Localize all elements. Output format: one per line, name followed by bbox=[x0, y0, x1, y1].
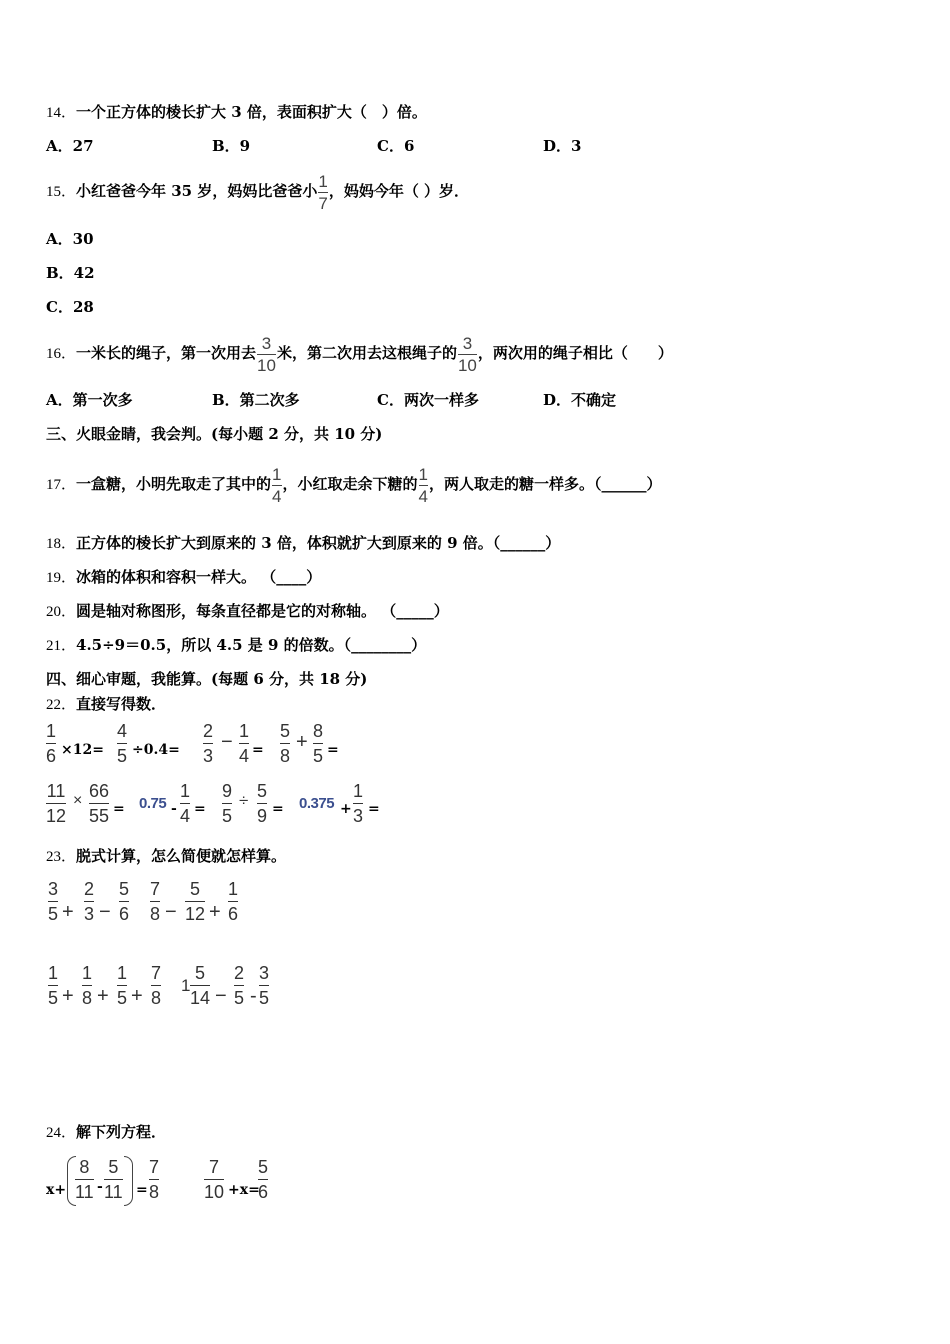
numerator: 1 bbox=[418, 464, 428, 484]
denominator: 6 bbox=[119, 904, 130, 924]
numerator: 9 bbox=[222, 781, 233, 801]
question-19 bbox=[46, 567, 321, 588]
expr-text: = bbox=[252, 742, 264, 758]
denominator: 4 bbox=[272, 486, 282, 506]
question-number: 23． bbox=[46, 849, 77, 865]
expr-text: = bbox=[136, 1182, 148, 1198]
question-text: 米，第二次用去这根绳子的 bbox=[276, 344, 457, 362]
question-text: ，两人取走的糖一样多。（______） bbox=[428, 475, 662, 493]
question-number: 18． bbox=[46, 536, 77, 552]
fraction bbox=[82, 964, 92, 1007]
fraction bbox=[46, 782, 66, 825]
denominator: 5 bbox=[48, 988, 59, 1008]
denominator: 8 bbox=[149, 1182, 160, 1202]
fraction bbox=[257, 782, 267, 825]
denominator: 12 bbox=[185, 904, 206, 924]
fraction bbox=[149, 1158, 159, 1201]
question-text: 冰箱的体积和容积一样大。 （____） bbox=[76, 568, 322, 586]
numerator: 11 bbox=[46, 781, 66, 801]
numerator: 1 bbox=[272, 464, 282, 484]
operator: + bbox=[97, 985, 109, 1007]
numerator: 7 bbox=[150, 879, 161, 899]
fraction bbox=[234, 964, 244, 1007]
fraction bbox=[228, 880, 238, 923]
denominator: 5 bbox=[259, 988, 270, 1008]
numerator: 7 bbox=[209, 1157, 220, 1177]
question-22 bbox=[46, 694, 166, 715]
question-text: 正方体的棱长扩大到原来的 3 倍，体积就扩大到原来的 9 倍。（______） bbox=[76, 534, 561, 552]
fraction bbox=[117, 964, 127, 1007]
numerator: 3 bbox=[48, 879, 59, 899]
operator: − bbox=[221, 731, 233, 753]
expr-text: ×12= bbox=[61, 742, 104, 758]
question-16 bbox=[46, 330, 673, 377]
numerator: 1 bbox=[180, 781, 191, 801]
denominator: 55 bbox=[89, 806, 110, 826]
operator: + bbox=[62, 901, 74, 923]
question-text: 一个正方体的棱长扩大 3 倍，表面积扩大（ ）倍。 bbox=[76, 103, 427, 121]
expr-text: = bbox=[272, 801, 284, 817]
denominator: 14 bbox=[190, 988, 211, 1008]
question-text: 直接写得数． bbox=[76, 695, 167, 713]
denominator: 10 bbox=[457, 355, 477, 375]
fraction bbox=[280, 722, 290, 765]
fraction bbox=[204, 1158, 224, 1201]
fraction bbox=[117, 722, 127, 765]
fraction bbox=[151, 964, 161, 1007]
numerator: 5 bbox=[195, 963, 206, 983]
fraction bbox=[48, 880, 58, 923]
q15-option-c[interactable]: C．28 bbox=[46, 298, 94, 316]
numerator: 66 bbox=[89, 781, 110, 801]
denominator: 6 bbox=[228, 904, 239, 924]
question-18 bbox=[46, 533, 560, 554]
question-number: 15． bbox=[46, 184, 77, 200]
denominator: 6 bbox=[46, 746, 57, 766]
denominator: 8 bbox=[82, 988, 93, 1008]
question-text: 脱式计算，怎么简便就怎样算。 bbox=[76, 847, 287, 865]
fraction bbox=[353, 782, 363, 825]
q16-option-b[interactable]: B．第二次多 bbox=[212, 391, 300, 409]
denominator: 10 bbox=[204, 1182, 225, 1202]
whole-number: 1 bbox=[181, 976, 191, 995]
denominator: 8 bbox=[150, 904, 161, 924]
denominator: 5 bbox=[313, 746, 324, 766]
fraction bbox=[313, 722, 323, 765]
question-text: 一米长的绳子，第一次用去 bbox=[76, 344, 257, 362]
q14-option-b[interactable]: B．9 bbox=[212, 137, 251, 155]
denominator: 3 bbox=[353, 806, 364, 826]
question-21 bbox=[46, 635, 426, 656]
denominator: 4 bbox=[239, 746, 250, 766]
denominator: 3 bbox=[84, 904, 95, 924]
numerator: 1 bbox=[318, 171, 328, 191]
numerator: 1 bbox=[46, 721, 57, 741]
denominator: 3 bbox=[203, 746, 214, 766]
operator: - bbox=[250, 985, 257, 1007]
expr-text: +x= bbox=[228, 1182, 260, 1198]
numerator: 1 bbox=[117, 963, 128, 983]
operator: - bbox=[171, 801, 177, 817]
question-15 bbox=[46, 168, 469, 215]
fraction bbox=[75, 1158, 94, 1201]
question-text: 一盒糖，小明先取走了其中的 bbox=[76, 475, 272, 493]
numerator: 5 bbox=[190, 879, 201, 899]
fraction bbox=[104, 1158, 123, 1201]
numerator: 5 bbox=[280, 721, 291, 741]
q14-option-c[interactable]: C．6 bbox=[377, 137, 415, 155]
denominator: 5 bbox=[48, 904, 59, 924]
numerator: 3 bbox=[261, 333, 272, 353]
denominator: 11 bbox=[75, 1182, 94, 1202]
section-heading-3: 三、火眼金睛，我会判。(每小题 2 分，共 10 分) bbox=[46, 425, 383, 443]
numerator: 3 bbox=[259, 963, 270, 983]
fraction bbox=[89, 782, 109, 825]
expr-text: = bbox=[327, 742, 339, 758]
expr-text: x+ bbox=[46, 1182, 67, 1198]
numerator: 1 bbox=[48, 963, 59, 983]
fraction bbox=[259, 964, 269, 1007]
operator: - bbox=[97, 1179, 103, 1195]
denominator: 4 bbox=[180, 806, 191, 826]
denominator: 5 bbox=[222, 806, 233, 826]
operator: ÷ bbox=[239, 791, 249, 810]
numerator: 3 bbox=[462, 333, 473, 353]
q14-option-d[interactable]: D．3 bbox=[543, 137, 582, 155]
operator: − bbox=[165, 901, 177, 923]
numerator: 2 bbox=[84, 879, 95, 899]
denominator: 5 bbox=[117, 746, 128, 766]
question-text: ，妈妈今年（ ）岁． bbox=[328, 182, 470, 200]
denominator: 11 bbox=[104, 1182, 123, 1202]
q16-option-c[interactable]: C．两次一样多 bbox=[377, 391, 479, 409]
operator: × bbox=[73, 792, 83, 809]
q16-option-d[interactable]: D．不确定 bbox=[543, 391, 617, 409]
fraction bbox=[84, 880, 94, 923]
question-text: 圆是轴对称图形，每条直径都是它的对称轴。 （_____） bbox=[76, 602, 449, 620]
right-parenthesis bbox=[124, 1156, 133, 1206]
question-number: 21． bbox=[46, 638, 77, 654]
fraction bbox=[458, 335, 477, 374]
fraction bbox=[222, 782, 232, 825]
decimal-value: 0.75 bbox=[139, 795, 167, 812]
numerator: 8 bbox=[313, 721, 324, 741]
question-24 bbox=[46, 1122, 166, 1143]
operator: − bbox=[99, 901, 111, 923]
operator: + bbox=[209, 901, 221, 923]
fraction bbox=[180, 782, 190, 825]
expr-text: ÷0.4= bbox=[132, 742, 180, 758]
question-text: 4.5÷9＝0.5，所以 4.5 是 9 的倍数。（________） bbox=[76, 636, 427, 654]
numerator: 1 bbox=[239, 721, 250, 741]
question-text: ，两次用的绳子相比（ ） bbox=[477, 344, 673, 362]
question-text: ，小红取走余下糖的 bbox=[282, 475, 418, 493]
fraction bbox=[190, 964, 210, 1007]
fraction bbox=[239, 722, 249, 765]
denominator: 7 bbox=[318, 193, 328, 213]
question-number: 16． bbox=[46, 346, 77, 362]
question-number: 17． bbox=[46, 477, 77, 493]
numerator: 5 bbox=[119, 879, 130, 899]
denominator: 5 bbox=[234, 988, 245, 1008]
numerator: 7 bbox=[151, 963, 162, 983]
denominator: 10 bbox=[257, 355, 276, 375]
operator: + bbox=[131, 985, 143, 1007]
fraction bbox=[258, 1158, 268, 1201]
question-number: 14． bbox=[46, 105, 77, 121]
expr-text: = bbox=[368, 801, 380, 817]
fraction bbox=[272, 466, 281, 505]
numerator: 8 bbox=[79, 1157, 90, 1177]
denominator: 8 bbox=[280, 746, 291, 766]
question-23 bbox=[46, 846, 286, 867]
question-text: 解下列方程． bbox=[76, 1123, 167, 1141]
fraction bbox=[150, 880, 160, 923]
fraction bbox=[203, 722, 213, 765]
numerator: 1 bbox=[353, 781, 364, 801]
q15-option-b[interactable]: B．42 bbox=[46, 264, 95, 282]
question-number: 20． bbox=[46, 604, 77, 620]
question-17 bbox=[46, 450, 662, 519]
fraction bbox=[119, 880, 129, 923]
numerator: 5 bbox=[108, 1157, 119, 1177]
expr-text: = bbox=[113, 801, 125, 817]
numerator: 7 bbox=[149, 1157, 160, 1177]
question-14 bbox=[46, 102, 427, 123]
denominator: 8 bbox=[151, 988, 162, 1008]
fraction bbox=[185, 880, 205, 923]
expr-text: = bbox=[194, 801, 206, 817]
denominator: 12 bbox=[46, 806, 67, 826]
question-number: 22． bbox=[46, 697, 77, 713]
fraction bbox=[46, 722, 56, 765]
numerator: 4 bbox=[117, 721, 128, 741]
numerator: 5 bbox=[258, 1157, 269, 1177]
numerator: 2 bbox=[234, 963, 245, 983]
denominator: 5 bbox=[117, 988, 128, 1008]
section-heading-4: 四、细心审题，我能算。(每题 6 分，共 18 分) bbox=[46, 670, 368, 688]
operator: + bbox=[296, 731, 308, 753]
numerator: 1 bbox=[82, 963, 93, 983]
question-20 bbox=[46, 601, 449, 622]
q15-option-a[interactable]: A．30 bbox=[46, 230, 94, 248]
denominator: 4 bbox=[418, 486, 428, 506]
question-text: 小红爸爸今年 35 岁，妈妈比爸爸小 bbox=[76, 182, 318, 200]
numerator: 2 bbox=[203, 721, 214, 741]
decimal-value: 0.375 bbox=[299, 795, 335, 812]
question-number: 24． bbox=[46, 1125, 77, 1141]
operator: − bbox=[215, 985, 227, 1007]
question-number: 19． bbox=[46, 570, 77, 586]
numerator: 5 bbox=[257, 781, 268, 801]
fraction bbox=[318, 173, 327, 212]
operator: + bbox=[62, 985, 74, 1007]
fraction bbox=[48, 964, 58, 1007]
numerator: 1 bbox=[228, 879, 239, 899]
denominator: 9 bbox=[257, 806, 268, 826]
fraction bbox=[257, 335, 276, 374]
q16-option-a[interactable]: A．第一次多 bbox=[46, 391, 133, 409]
denominator: 6 bbox=[258, 1182, 269, 1202]
fraction bbox=[419, 466, 428, 505]
q14-option-a[interactable]: A．27 bbox=[46, 137, 94, 155]
operator: + bbox=[340, 801, 352, 817]
